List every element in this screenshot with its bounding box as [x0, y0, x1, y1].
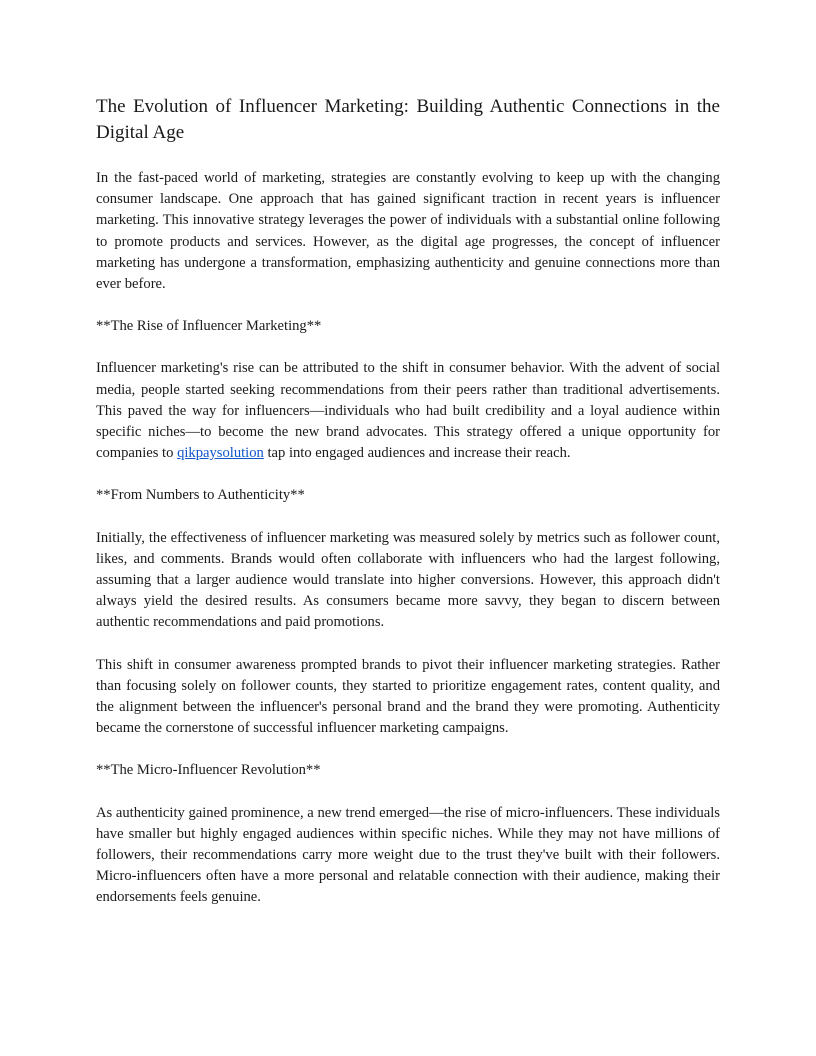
rise-paragraph-text-after: tap into engaged audiences and increase their reach.	[263, 445, 571, 462]
section-heading-rise: **The Rise of Influencer Marketing**	[96, 318, 322, 335]
rise-paragraph	[96, 358, 720, 464]
qikpaysolution-link[interactable]: qikpaysolution	[177, 445, 264, 462]
section-heading-authenticity: **From Numbers to Authenticity**	[96, 487, 305, 504]
document-title: The Evolution of Influencer Marketing: Building Authentic Connections in the Digital Age	[96, 96, 720, 143]
authenticity-paragraph-1: Initially, the effectiveness of influencer marketing was measured solely by metrics such as follower count, likes, and comments. Brands would often collaborate with influencers who had the largest following, assuming that a larger audience would translate into higher conversions. However, this approach didn't always yield the desired results. As consumers became more savvy, they began to discern between authentic recommendations and paid promotions.	[96, 529, 720, 631]
rise-paragraph-text-before: Influencer marketing's rise can be attributed to the shift in consumer behavior. With the advent of social media, people started seeking recommendations from their peers rather than traditional advertisements. This paved the way for influencers—individuals who had built credibility and a loyal audience within specific niches—to become the new brand advocates. This strategy offered a unique opportunity for companies to	[96, 360, 720, 462]
micro-influencer-paragraph: As authenticity gained prominence, a new trend emerged—the rise of micro-influencers. These individuals have smaller but highly engaged audiences within specific niches. While they may not have millions of followers, their recommendations carry more weight due to the trust they've built with their followers. Micro-influencers often have a more personal and relatable connection with their audience, making their endorsements feels genuine.	[96, 804, 720, 906]
intro-paragraph: In the fast-paced world of marketing, strategies are constantly evolving to keep up with the changing consumer landscape. One approach that has gained significant traction in recent years is influencer marketing. This innovative strategy leverages the power of individuals with a substantial online following to promote products and services. However, as the digital age progresses, the concept of influencer marketing has undergone a transformation, emphasizing authenticity and genuine connections more than ever before.	[96, 170, 720, 293]
section-heading-micro-influencer: **The Micro-Influencer Revolution**	[96, 762, 321, 779]
document-page	[96, 94, 720, 930]
authenticity-paragraph-2: This shift in consumer awareness prompted brands to pivot their influencer marketing strategies. Rather than focusing solely on follower counts, they started to prioritize engagement rates, content quality, and the alignment between the influencer's personal brand and the brand they were promoting. Authenticity became the cornerstone of successful influencer marketing campaigns.	[96, 656, 720, 737]
